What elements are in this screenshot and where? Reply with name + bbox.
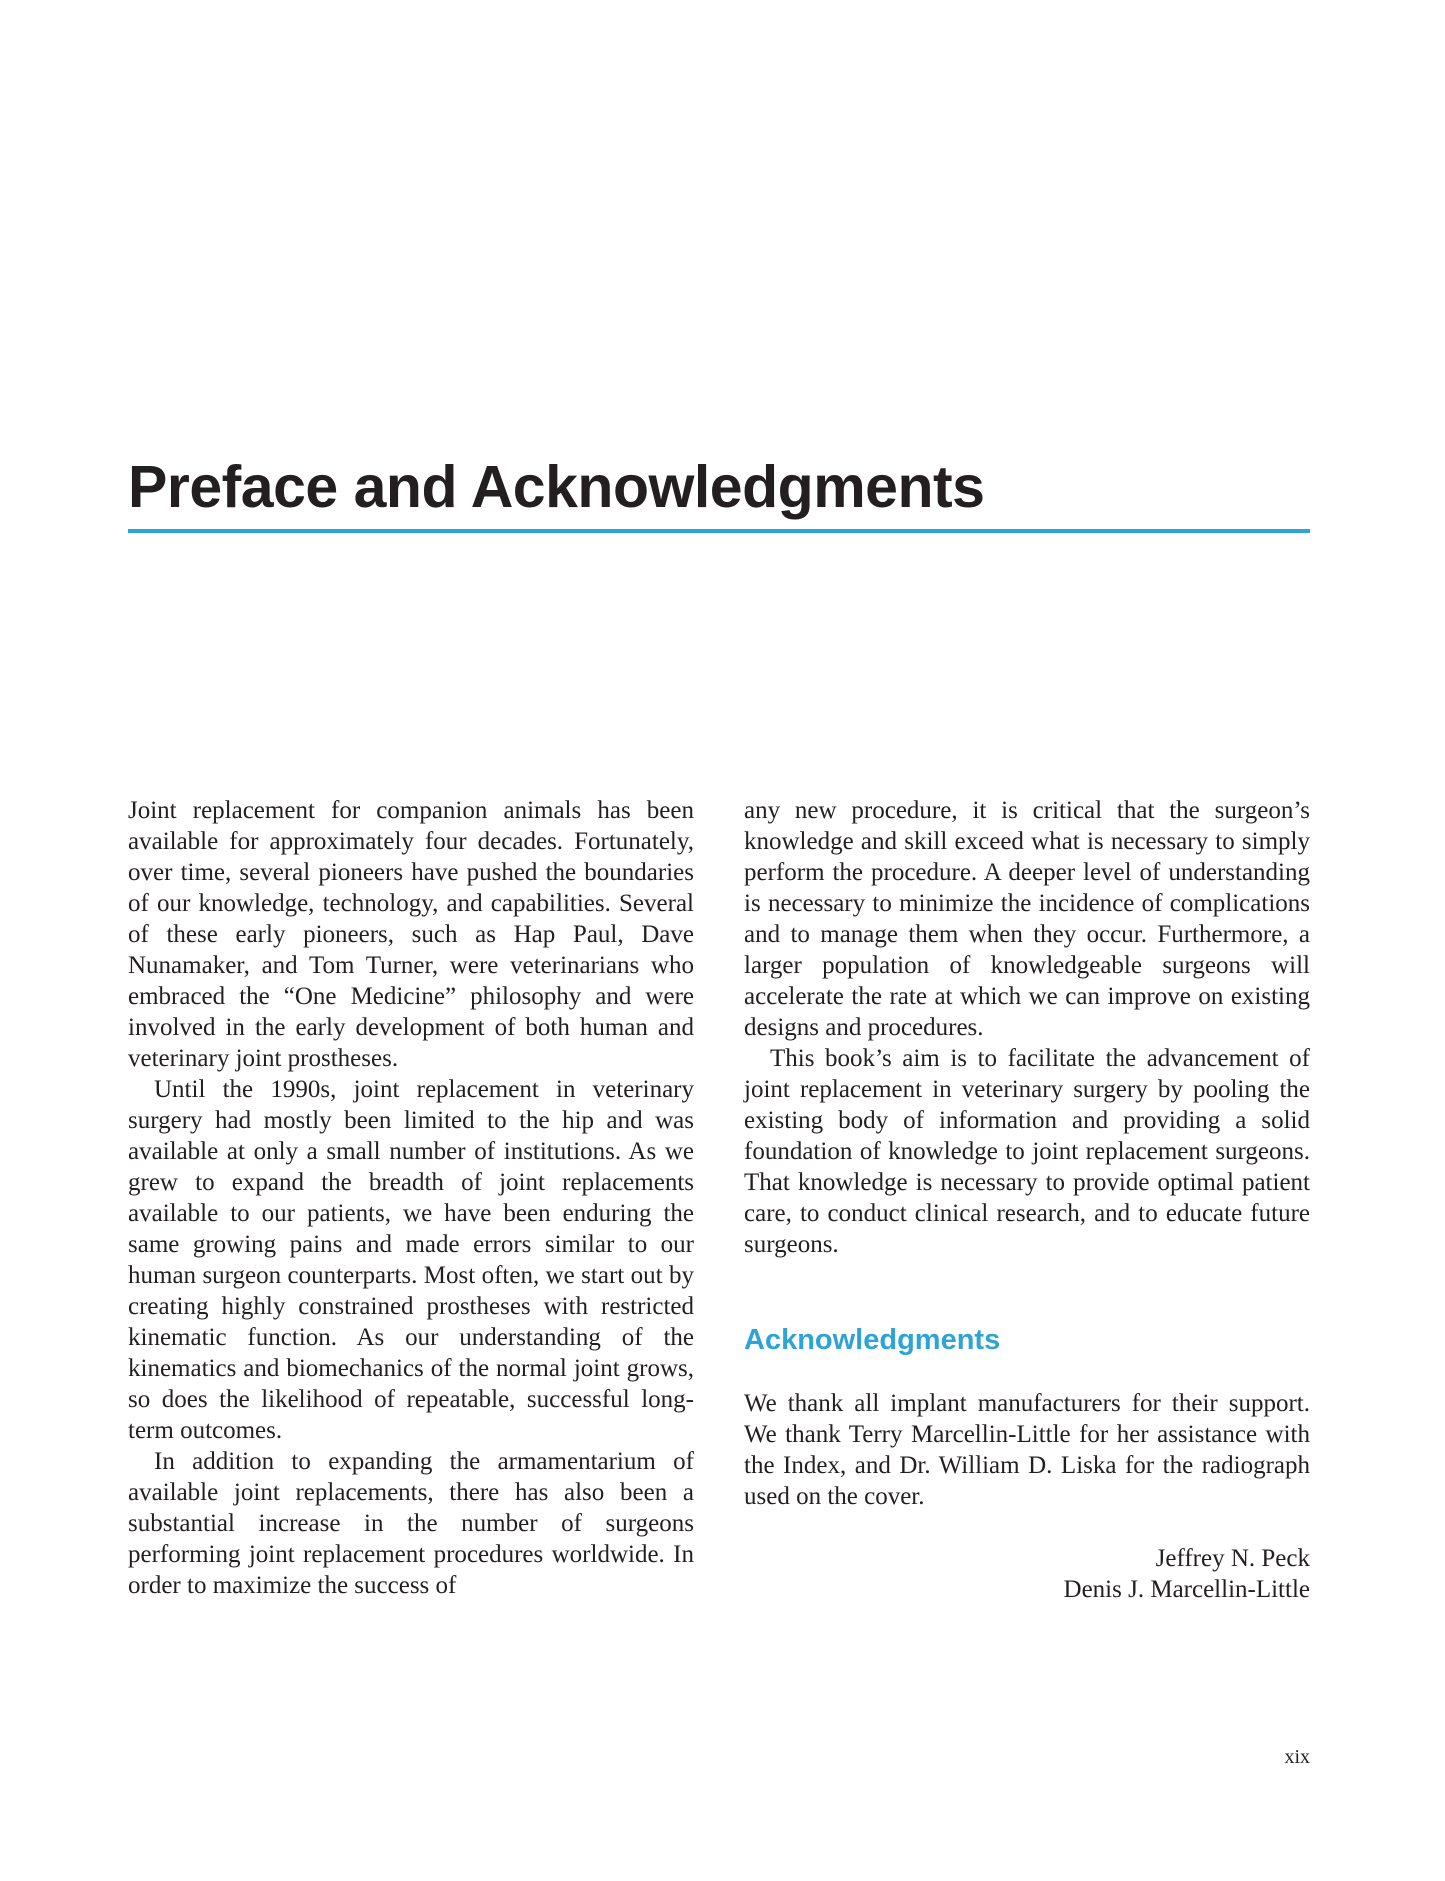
preface-paragraph-2: Until the 1990s, joint replacement in veterinary surgery had mostly been limited to the hip and was available at only a small number of institutions. As we grew to expand the breadth of joint replacements available to our patients, we have been enduring the same growing pains and made errors similar to our human surgeon counterparts. Most often, we start out by creating highly constrained prostheses with restricted kinematic function. As our understanding of the kinematics and biomechanics of the normal joint grows, so does the likelihood of repeatable, successful long-term outcomes. bbox=[128, 1076, 694, 1444]
preface-paragraph-3: In addition to expanding the armamentarium of available joint replacements, there has also been a substantial increase in the number of surgeons performing joint replacement procedures worldwide. In order to maximize the success of bbox=[128, 1448, 694, 1599]
preface-paragraph-3-continued: any new procedure, it is critical that the surgeon’s knowledge and skill exceed what is necessary to simply perform the procedure. A deeper level of understanding is necessary to minimize the incidence of complications and to manage them when they occur. Furthermore, a larger population of knowledgeable surgeons will accelerate the rate at which we can improve on existing designs and procedures. bbox=[744, 797, 1310, 1041]
left-column bbox=[128, 795, 694, 1601]
author-name-2: Denis J. Marcellin-Little bbox=[1063, 1576, 1310, 1603]
right-column bbox=[744, 795, 1310, 1605]
author-signatures bbox=[744, 1543, 1310, 1605]
acknowledgments-text: We thank all implant manufacturers for their support. We thank Terry Marcellin-Little for her assistance with the Index, and Dr. William D. Liska for the radiograph used on the cover. bbox=[744, 1390, 1310, 1510]
acknowledgments-heading: Acknowledgments bbox=[744, 1324, 1001, 1356]
preface-paragraph-1: Joint replacement for companion animals has been available for approximately four decades. Fortunately, over time, several pioneers have pushed the boundaries of our knowledge, technology, and capabilities. Several of these early pioneers, such as Hap Paul, Dave Nunamaker, and Tom Turner, were veterinarians who embraced the “One Medicine” philosophy and were involved in the early development of both human and veterinary joint prostheses. bbox=[128, 797, 694, 1072]
page-title: Preface and Acknowledgments bbox=[128, 454, 985, 520]
preface-paragraph-4: This book’s aim is to facilitate the advancement of joint replacement in veterinary surgery by pooling the existing body of information and providing a solid foundation of knowledge to joint replacement surgeons. That knowledge is necessary to provide optimal patient care, to conduct clinical research, and to educate future surgeons. bbox=[744, 1045, 1310, 1258]
title-underline-rule bbox=[128, 529, 1310, 533]
page-number: xix bbox=[1284, 1746, 1310, 1768]
author-name-1: Jeffrey N. Peck bbox=[1155, 1545, 1310, 1572]
